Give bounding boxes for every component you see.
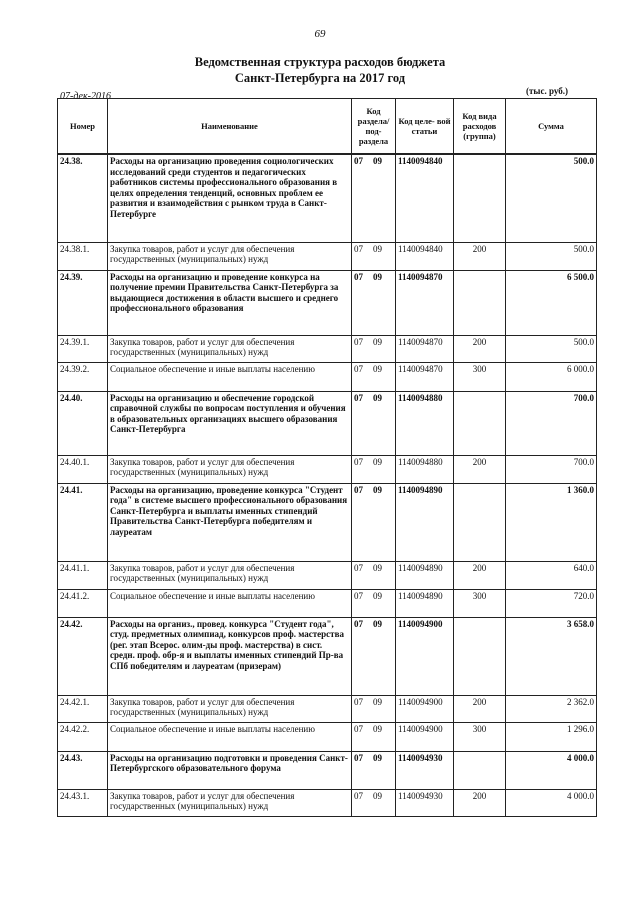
table-row bbox=[58, 391, 597, 455]
row-expense-type: 200 bbox=[454, 242, 506, 270]
title-line-2: Санкт-Петербурга на 2017 год bbox=[234, 71, 406, 85]
table-row bbox=[58, 483, 597, 561]
row-expense-type: 300 bbox=[454, 722, 506, 751]
row-section-code bbox=[352, 751, 396, 789]
section-code: 07 bbox=[354, 696, 363, 707]
table-row bbox=[58, 751, 597, 789]
row-target-code: 1140094840 bbox=[396, 242, 454, 270]
row-section-code bbox=[352, 455, 396, 483]
row-section-code bbox=[352, 617, 396, 695]
row-number: 24.42.1. bbox=[58, 695, 108, 722]
row-expense-type: 200 bbox=[454, 695, 506, 722]
section-code: 07 bbox=[354, 723, 363, 734]
row-expense-type: 200 bbox=[454, 789, 506, 816]
row-sum: 1 360.0 bbox=[506, 483, 597, 561]
table-row bbox=[58, 455, 597, 483]
section-code: 07 bbox=[354, 590, 363, 601]
section-code: 07 bbox=[354, 752, 363, 763]
row-name: Расходы на организацию и обеспечение городской справочной службы по вопросам поступления и обучения в образовательных организациях высшего образования Санкт-Петербурга bbox=[108, 391, 352, 455]
table-row bbox=[58, 362, 597, 391]
row-sum: 700.0 bbox=[506, 391, 597, 455]
table-row bbox=[58, 589, 597, 617]
row-expense-type: 200 bbox=[454, 561, 506, 589]
row-name: Закупка товаров, работ и услуг для обеспечения государственных (муниципальных) нужд bbox=[108, 335, 352, 362]
row-section-code bbox=[352, 722, 396, 751]
row-number: 24.40.1. bbox=[58, 455, 108, 483]
section-code: 07 bbox=[354, 790, 363, 801]
row-number: 24.38. bbox=[58, 154, 108, 242]
table-row bbox=[58, 722, 597, 751]
table-header-row bbox=[58, 99, 597, 155]
row-target-code: 1140094870 bbox=[396, 335, 454, 362]
subsection-code: 09 bbox=[373, 590, 382, 601]
table-row bbox=[58, 270, 597, 335]
header-section-code: Код раздела/ под- раздела bbox=[352, 99, 396, 155]
row-name: Закупка товаров, работ и услуг для обеспечения государственных (муниципальных) нужд bbox=[108, 242, 352, 270]
table-row bbox=[58, 154, 597, 242]
row-expense-type: 200 bbox=[454, 335, 506, 362]
row-target-code: 1140094900 bbox=[396, 617, 454, 695]
row-number: 24.39.1. bbox=[58, 335, 108, 362]
section-code: 07 bbox=[354, 243, 363, 254]
row-name: Социальное обеспечение и иные выплаты населению bbox=[108, 589, 352, 617]
row-target-code: 1140094930 bbox=[396, 751, 454, 789]
row-sum: 720.0 bbox=[506, 589, 597, 617]
row-target-code: 1140094870 bbox=[396, 362, 454, 391]
row-expense-type bbox=[454, 751, 506, 789]
section-code: 07 bbox=[354, 618, 363, 629]
row-target-code: 1140094890 bbox=[396, 561, 454, 589]
row-name: Социальное обеспечение и иные выплаты населению bbox=[108, 362, 352, 391]
row-target-code: 1140094870 bbox=[396, 270, 454, 335]
row-target-code: 1140094880 bbox=[396, 455, 454, 483]
row-name: Расходы на организацию и проведение конкурса на получение премии Правительства Санкт-Петербурга за выдающиеся достижения в области высшего и среднего профессионального образования bbox=[108, 270, 352, 335]
subsection-code: 09 bbox=[373, 336, 382, 347]
row-sum: 4 000.0 bbox=[506, 789, 597, 816]
row-sum: 500.0 bbox=[506, 242, 597, 270]
section-code: 07 bbox=[354, 562, 363, 573]
row-target-code: 1140094880 bbox=[396, 391, 454, 455]
subsection-code: 09 bbox=[373, 752, 382, 763]
budget-table bbox=[57, 98, 597, 817]
row-target-code: 1140094840 bbox=[396, 154, 454, 242]
row-target-code: 1140094890 bbox=[396, 483, 454, 561]
row-sum: 6 500.0 bbox=[506, 270, 597, 335]
row-name: Расходы на организацию проведения социологических исследований среди студентов и педагогических работников системы профессионального образования в целях определения тенденций, основных проблем ее развития и взаимодействия с рынком труда в Санкт-Петербурге bbox=[108, 154, 352, 242]
title-line-1: Ведомственная структура расходов бюджета bbox=[194, 55, 446, 69]
row-number: 24.42.2. bbox=[58, 722, 108, 751]
row-number: 24.42. bbox=[58, 617, 108, 695]
subsection-code: 09 bbox=[373, 618, 382, 629]
subsection-code: 09 bbox=[373, 484, 382, 495]
row-name: Закупка товаров, работ и услуг для обеспечения государственных (муниципальных) нужд bbox=[108, 455, 352, 483]
row-expense-type bbox=[454, 617, 506, 695]
units-label: (тыс. руб.) bbox=[526, 86, 568, 96]
row-name: Закупка товаров, работ и услуг для обеспечения государственных (муниципальных) нужд bbox=[108, 695, 352, 722]
row-sum: 4 000.0 bbox=[506, 751, 597, 789]
row-target-code: 1140094900 bbox=[396, 722, 454, 751]
section-code: 07 bbox=[354, 336, 363, 347]
row-name: Расходы на организ., провед. конкурса "Студент года", студ. предметных олимпиад, конкурсов проф. мастерства (рег. этап Всерос. олим-ды проф. мастерства) в сист. средн. проф. обр-я и выплаты именных стипендий Пр-ва СПб победителям и лауреатам (призерам) bbox=[108, 617, 352, 695]
row-sum: 2 362.0 bbox=[506, 695, 597, 722]
row-expense-type: 300 bbox=[454, 589, 506, 617]
table-row bbox=[58, 561, 597, 589]
table-row bbox=[58, 242, 597, 270]
row-name: Закупка товаров, работ и услуг для обеспечения государственных (муниципальных) нужд bbox=[108, 561, 352, 589]
row-section-code bbox=[352, 242, 396, 270]
row-sum: 500.0 bbox=[506, 154, 597, 242]
subsection-code: 09 bbox=[373, 363, 382, 374]
section-code: 07 bbox=[354, 484, 363, 495]
row-number: 24.39. bbox=[58, 270, 108, 335]
section-code: 07 bbox=[354, 156, 363, 166]
section-code: 07 bbox=[354, 363, 363, 374]
row-number: 24.41. bbox=[58, 483, 108, 561]
page-title bbox=[0, 54, 640, 86]
row-number: 24.43. bbox=[58, 751, 108, 789]
row-section-code bbox=[352, 270, 396, 335]
subsection-code: 09 bbox=[373, 456, 382, 467]
row-sum: 700.0 bbox=[506, 455, 597, 483]
row-section-code bbox=[352, 561, 396, 589]
row-target-code: 1140094900 bbox=[396, 695, 454, 722]
table-row bbox=[58, 335, 597, 362]
row-name: Расходы на организацию, проведение конкурса "Студент года" в системе высшего профессионального образования Санкт-Петербурга и выплаты именных стипендий Правительства Санкт-Петербурга победителям и лауреатам bbox=[108, 483, 352, 561]
subsection-code: 09 bbox=[373, 156, 382, 166]
row-section-code bbox=[352, 362, 396, 391]
header-sum: Сумма bbox=[506, 99, 597, 155]
section-code: 07 bbox=[354, 271, 363, 282]
page-number: 69 bbox=[314, 28, 326, 40]
subsection-code: 09 bbox=[373, 562, 382, 573]
subsection-code: 09 bbox=[373, 723, 382, 734]
row-target-code: 1140094930 bbox=[396, 789, 454, 816]
subsection-code: 09 bbox=[373, 790, 382, 801]
header-expense-type: Код вида расходов (группа) bbox=[454, 99, 506, 155]
row-section-code bbox=[352, 589, 396, 617]
row-expense-type: 200 bbox=[454, 455, 506, 483]
row-expense-type bbox=[454, 154, 506, 242]
row-section-code bbox=[352, 391, 396, 455]
row-name: Расходы на организацию подготовки и проведения Санкт-Петербургского образовательного форума bbox=[108, 751, 352, 789]
row-number: 24.40. bbox=[58, 391, 108, 455]
row-number: 24.41.1. bbox=[58, 561, 108, 589]
row-sum: 640.0 bbox=[506, 561, 597, 589]
row-section-code bbox=[352, 154, 396, 242]
table-row bbox=[58, 617, 597, 695]
row-number: 24.41.2. bbox=[58, 589, 108, 617]
subsection-code: 09 bbox=[373, 243, 382, 254]
row-name: Закупка товаров, работ и услуг для обеспечения государственных (муниципальных) нужд bbox=[108, 789, 352, 816]
header-target-code: Код целе- вой статьи bbox=[396, 99, 454, 155]
row-section-code bbox=[352, 695, 396, 722]
table-row bbox=[58, 695, 597, 722]
row-expense-type bbox=[454, 483, 506, 561]
row-sum: 6 000.0 bbox=[506, 362, 597, 391]
subsection-code: 09 bbox=[373, 696, 382, 707]
section-code: 07 bbox=[354, 392, 363, 403]
row-number: 24.39.2. bbox=[58, 362, 108, 391]
row-sum: 500.0 bbox=[506, 335, 597, 362]
row-number: 24.38.1. bbox=[58, 242, 108, 270]
row-section-code bbox=[352, 483, 396, 561]
subsection-code: 09 bbox=[373, 271, 382, 282]
header-name: Наименование bbox=[108, 99, 352, 155]
row-expense-type: 300 bbox=[454, 362, 506, 391]
row-target-code: 1140094890 bbox=[396, 589, 454, 617]
row-section-code bbox=[352, 335, 396, 362]
row-section-code bbox=[352, 789, 396, 816]
subsection-code: 09 bbox=[373, 392, 382, 403]
row-sum: 1 296.0 bbox=[506, 722, 597, 751]
table-row bbox=[58, 789, 597, 816]
row-expense-type bbox=[454, 391, 506, 455]
section-code: 07 bbox=[354, 456, 363, 467]
row-expense-type bbox=[454, 270, 506, 335]
header-number: Номер bbox=[58, 99, 108, 155]
row-name: Социальное обеспечение и иные выплаты населению bbox=[108, 722, 352, 751]
document-date: 07-дек-2016 bbox=[60, 91, 111, 102]
table-body bbox=[58, 154, 597, 816]
row-sum: 3 658.0 bbox=[506, 617, 597, 695]
row-number: 24.43.1. bbox=[58, 789, 108, 816]
